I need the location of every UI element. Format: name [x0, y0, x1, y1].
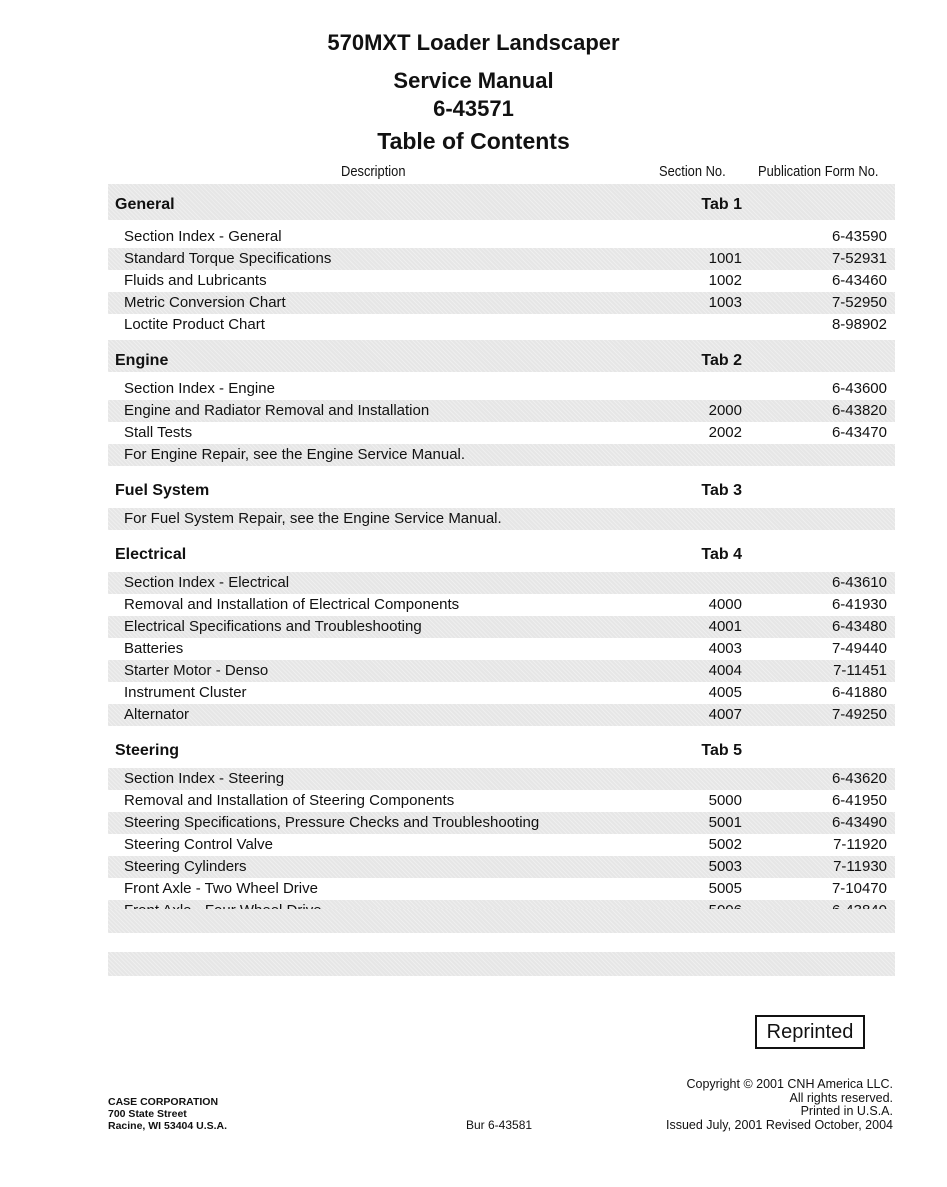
toc-description: For Engine Repair, see the Engine Service Manual.	[124, 446, 466, 463]
section-name: General	[115, 196, 175, 213]
toc-row	[108, 572, 895, 594]
blank-shaded-bar	[108, 909, 895, 933]
column-header-publication: Publication Form No.	[758, 163, 879, 180]
toc-section-number: 5000	[708, 792, 742, 809]
toc-publication-number: 6-41950	[831, 792, 887, 809]
section-name: Steering	[115, 742, 180, 759]
toc-description: Section Index - Electrical	[124, 574, 290, 591]
blank-shaded-bar	[108, 952, 895, 976]
toc-row	[108, 422, 895, 444]
toc-row	[108, 248, 895, 270]
toc-row	[108, 878, 895, 900]
toc-section-number: 2000	[708, 402, 742, 419]
toc-publication-number: 7-52950	[831, 294, 887, 311]
toc-publication-number: 7-11920	[833, 836, 887, 853]
toc-description: Stall Tests	[124, 424, 193, 441]
toc-description: Front Axle - Two Wheel Drive	[124, 880, 318, 897]
section-tab: Tab 2	[701, 352, 742, 369]
manual-title: 570MXT Loader Landscaper	[327, 30, 620, 55]
company-street: 700 State Street	[108, 1108, 187, 1120]
toc-section-number: 4001	[708, 618, 742, 635]
toc-row	[108, 400, 895, 422]
toc-section-number: 5003	[708, 858, 742, 875]
toc-publication-number: 7-11451	[833, 662, 887, 679]
section-header	[108, 470, 895, 502]
toc-description: Alternator	[124, 706, 190, 723]
toc-section-number: 4004	[708, 662, 742, 679]
toc-row	[108, 812, 895, 834]
toc-publication-number: 6-43480	[831, 618, 887, 635]
toc-publication-number: 6-43600	[831, 380, 887, 397]
issued-line: Issued July, 2001 Revised October, 2004	[666, 1117, 893, 1132]
toc-section-number: 4005	[708, 684, 742, 701]
section-name: Engine	[115, 352, 169, 369]
toc-description: Starter Motor - Denso	[124, 662, 269, 679]
toc-publication-number: 6-43460	[831, 272, 887, 289]
section-header	[108, 534, 895, 566]
toc-row	[108, 314, 895, 336]
toc-description: For Fuel System Repair, see the Engine Service Manual.	[124, 510, 502, 527]
bur-number: Bur 6-43581	[466, 1118, 533, 1132]
section-header	[108, 184, 895, 220]
toc-description: Metric Conversion Chart	[124, 294, 286, 311]
toc-publication-number: 7-10470	[831, 880, 887, 897]
toc-section-number: 1003	[708, 294, 742, 311]
toc-row	[108, 270, 895, 292]
toc-description: Steering Control Valve	[124, 836, 273, 853]
column-header-section: Section No.	[659, 163, 726, 180]
toc-publication-number: 6-43610	[831, 574, 887, 591]
toc-publication-number: 6-43590	[831, 228, 887, 245]
toc-description: Section Index - General	[124, 228, 282, 245]
reprinted-stamp: Reprinted	[755, 1015, 865, 1049]
toc-description: Fluids and Lubricants	[124, 272, 267, 289]
toc-row	[108, 768, 895, 790]
section-tab: Tab 3	[701, 482, 742, 499]
printed-line: Printed in U.S.A.	[800, 1104, 893, 1118]
section-tab: Tab 1	[701, 196, 742, 213]
section-tab: Tab 5	[701, 742, 742, 759]
toc-description: Instrument Cluster	[124, 684, 247, 701]
toc-description: Section Index - Engine	[124, 380, 275, 397]
copyright-line: Copyright © 2001 CNH America LLC.	[686, 1077, 893, 1091]
toc-description: Engine and Radiator Removal and Installation	[124, 402, 430, 419]
toc-row	[108, 616, 895, 638]
column-header-description: Description	[341, 163, 406, 180]
toc-table	[108, 184, 895, 926]
toc-publication-number: 6-43490	[831, 814, 887, 831]
toc-row	[108, 704, 895, 726]
toc-row	[108, 856, 895, 878]
toc-publication-number: 7-49250	[831, 706, 887, 723]
toc-section-number: 1002	[708, 272, 742, 289]
toc-section-number: 5005	[708, 880, 742, 897]
toc-description: Steering Specifications, Pressure Checks and Troubleshooting	[124, 814, 540, 831]
toc-row	[108, 378, 895, 400]
toc-row	[108, 790, 895, 812]
toc-row	[108, 660, 895, 682]
copyright-block	[666, 1078, 893, 1132]
section-name: Electrical	[115, 546, 187, 563]
toc-heading: Table of Contents	[377, 128, 570, 154]
toc-publication-number: 7-49440	[831, 640, 887, 657]
section-header	[108, 730, 895, 762]
toc-publication-number: 6-43820	[831, 402, 887, 419]
toc-row	[108, 594, 895, 616]
toc-row	[108, 508, 895, 530]
toc-description: Removal and Installation of Steering Components	[124, 792, 455, 809]
toc-section-number: 4007	[708, 706, 742, 723]
toc-row	[108, 638, 895, 660]
toc-description: Loctite Product Chart	[124, 316, 265, 333]
toc-section-number: 4000	[708, 596, 742, 613]
toc-description: Steering Cylinders	[124, 858, 247, 875]
toc-section-number: 4003	[708, 640, 742, 657]
toc-row	[108, 226, 895, 248]
manual-subtitle: Service Manual	[393, 68, 554, 93]
company-name: CASE CORPORATION	[108, 1096, 219, 1108]
section-tab: Tab 4	[701, 546, 742, 563]
toc-row	[108, 444, 895, 466]
toc-publication-number: 6-41930	[831, 596, 887, 613]
toc-description: Section Index - Steering	[124, 770, 285, 787]
toc-row	[108, 834, 895, 856]
manual-number: 6-43571	[433, 96, 514, 121]
toc-publication-number: 7-52931	[831, 250, 887, 267]
toc-publication-number: 6-41880	[831, 684, 887, 701]
toc-description: Electrical Specifications and Troubleshooting	[124, 618, 422, 635]
toc-publication-number: 6-43620	[831, 770, 887, 787]
section-name: Fuel System	[115, 482, 210, 499]
toc-row	[108, 292, 895, 314]
toc-description: Removal and Installation of Electrical Components	[124, 596, 460, 613]
company-address	[108, 1096, 227, 1132]
toc-row	[108, 682, 895, 704]
rights-line: All rights reserved.	[789, 1090, 893, 1105]
toc-section-number: 2002	[708, 424, 742, 441]
company-city: Racine, WI 53404 U.S.A.	[108, 1120, 228, 1132]
toc-publication-number: 8-98902	[831, 316, 887, 333]
toc-publication-number: 6-43470	[831, 424, 887, 441]
toc-publication-number: 7-11930	[833, 858, 887, 875]
toc-section-number: 5002	[708, 836, 742, 853]
section-header	[108, 340, 895, 372]
toc-section-number: 1001	[708, 250, 742, 267]
toc-description: Batteries	[124, 640, 184, 657]
toc-description: Standard Torque Specifications	[124, 250, 332, 267]
toc-section-number: 5001	[708, 814, 742, 831]
